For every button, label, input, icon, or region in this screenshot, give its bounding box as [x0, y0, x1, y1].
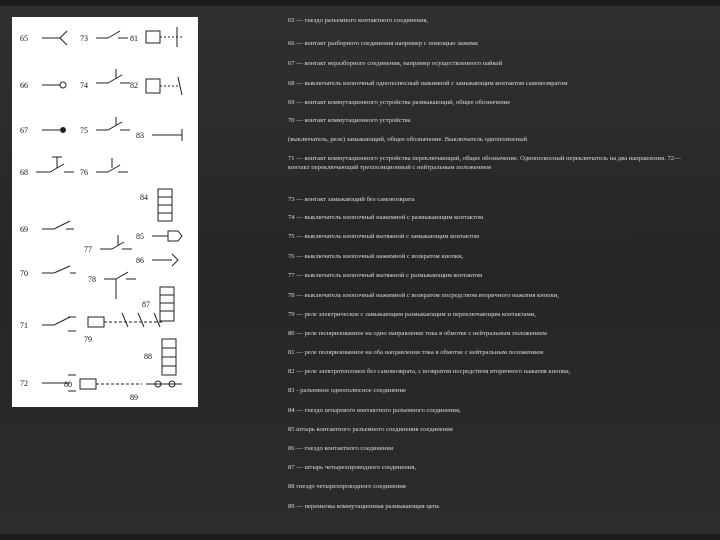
label-66: 66 [20, 81, 28, 90]
label-87: 87 [142, 300, 150, 309]
line-84: 84 — гнездо штыревого контактного разъемного соединения, [288, 407, 461, 414]
label-86: 86 [136, 256, 144, 265]
symbol-86 [152, 254, 178, 266]
label-89: 89 [130, 393, 138, 402]
symbol-68 [36, 157, 74, 172]
line-69: 69 — контакт коммутационного устройства размыкающий, общее обозначение [288, 99, 511, 106]
label-88: 88 [144, 352, 152, 361]
line-85: 85 штырь контактного разъемного соединения соединения [288, 426, 453, 433]
symbol-76 [96, 158, 128, 172]
line-75: 75 — выключатель кнопочный вытяжной с замыкающим контактом [288, 233, 480, 240]
symbol-69 [42, 221, 74, 229]
line-89: 89 — перемычка коммутационная размыкающая цепь [288, 503, 440, 510]
symbol-78 [104, 272, 136, 299]
label-70: 70 [20, 269, 28, 278]
line-87: 87 — штырь четырехпроводного соединения, [288, 464, 416, 471]
symbol-79 [88, 313, 162, 327]
symbol-84 [158, 189, 172, 221]
symbol-67 [42, 128, 66, 133]
symbol-75 [96, 117, 130, 130]
label-77: 77 [84, 245, 92, 254]
line-79: 79 — реле электрическое с замыкающим размыкающим и переключающим контактами, [288, 311, 536, 318]
label-65: 65 [20, 34, 28, 43]
label-72: 72 [20, 379, 28, 388]
symbol-89 [146, 381, 182, 387]
line-65: 65 — гнездо разъемного контактного соединения, [288, 17, 429, 24]
line-66: 66 — контакт разборного соединения например с помощью зажима [288, 40, 478, 47]
symbol-81 [146, 27, 182, 47]
symbol-71 [42, 317, 76, 331]
symbol-77 [100, 235, 132, 249]
line-68: 68 — выключатель кнопочный однополюсный нажимной с замыкающим контактом самовозвратом [288, 80, 568, 87]
line-77: 77 — выключатель кнопочный вытяжной с размыкающим контактом [288, 272, 483, 279]
bottom-frame-bar [0, 534, 720, 540]
label-83: 83 [136, 131, 144, 140]
symbol-80 [80, 379, 142, 389]
label-69: 69 [20, 225, 28, 234]
label-76: 76 [80, 168, 88, 177]
label-67: 67 [20, 126, 28, 135]
top-frame-bar [0, 0, 720, 6]
line-78: 78 — выключатель кнопочный нажимной с возвратом посредством вторичного нажатия кнопки, [288, 292, 559, 299]
line-71-72: 71 — контакт коммутационного устройства переключающий, общее обозначение. Однополюсный переключатель на два направления. 72— контакт переключающий трехпозиционный с нейтральным положением [288, 155, 681, 171]
label-80: 80 [64, 380, 72, 389]
line-80: 80 — реле поляризованное на одно направление тока в обмотке с нейтральным положением [288, 330, 547, 337]
symbol-87 [160, 287, 174, 321]
symbol-88 [162, 339, 176, 375]
symbol-85 [152, 231, 182, 241]
line-88: 88 гнездо четырехпроводного соединения [288, 483, 406, 490]
line-70: 70 — контакт коммутационного устройства [288, 117, 411, 124]
symbols-diagram [12, 17, 198, 407]
label-84: 84 [140, 193, 148, 202]
line-81: 81 — реле поляризованное на оба направления тока в обмотке с нейтральным положением [288, 349, 544, 356]
label-74: 74 [80, 81, 88, 90]
symbol-73 [96, 31, 128, 38]
label-79: 79 [84, 335, 92, 344]
label-71: 71 [20, 321, 28, 330]
label-68: 68 [20, 168, 28, 177]
label-78: 78 [88, 275, 96, 284]
label-85: 85 [136, 232, 144, 241]
symbol-65 [42, 31, 67, 45]
label-73: 73 [80, 34, 88, 43]
line-70-continued: (выключатель, реле) замыкающий, общее обозначение. Выключатель однополюсный [288, 136, 528, 143]
line-73: 73 — контакт замыкающий без самовозврата [288, 196, 415, 203]
label-75: 75 [80, 126, 88, 135]
line-67: 67 — контакт неразборного соединения, например осуществленного пайкой [288, 60, 503, 67]
symbol-82 [146, 77, 182, 95]
line-82: 82 — реле электротепловое без самовозврата, с возвратом посредством вторичного нажатия кнопки, [288, 368, 571, 375]
symbol-83 [152, 129, 182, 141]
symbol-70 [42, 266, 76, 273]
symbol-66 [42, 82, 66, 88]
label-82: 82 [130, 81, 138, 90]
line-74: 74 — выключатель кнопочный нажимной с размыкающим контактом [288, 214, 484, 221]
line-83: 83 - разъемное однополюсное соединение [288, 387, 406, 394]
label-81: 81 [130, 34, 138, 43]
line-76: 76 — выключатель кнопочный нажимной с возвратом кнопки, [288, 253, 464, 260]
line-86: 86 — гнездо контактного соединения [288, 445, 393, 452]
symbol-74 [96, 69, 130, 83]
